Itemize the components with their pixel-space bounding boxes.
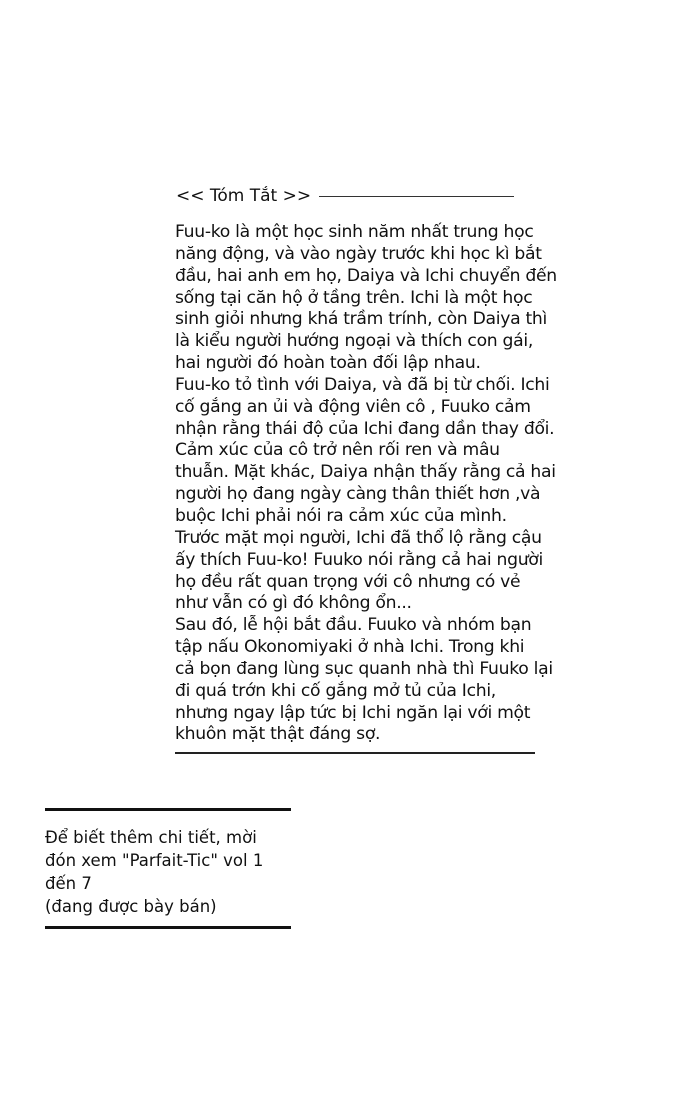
summary-line: đi quá trớn khi cố gắng mở tủ của Ichi, [175,680,496,701]
summary-text [175,222,555,746]
summary-line: sống tại căn hộ ở tầng trên. Ichi là một học [175,287,533,308]
summary-line: ấy thích Fuu-ko! Fuuko nói rằng cả hai người [175,549,543,570]
note-line: đón xem "Parfait-Tic" vol 1 [45,851,264,870]
summary-line: Fuu-ko tỏ tình với Daiya, và đã bị từ chối. Ichi [175,374,550,395]
note-bottom-rule [45,926,291,929]
summary-line: nhận rằng thái độ của Ichi đang dần thay đổi. [175,418,555,439]
summary-line: hai người đó hoàn toàn đối lập nhau. [175,353,481,374]
note-line: đến 7 [45,874,92,893]
summary-line: cả bọn đang lùng sục quanh nhà thì Fuuko lại [175,658,553,679]
summary-line: đầu, hai anh em họ, Daiya và Ichi chuyển đến [175,265,557,286]
summary-line: thuẫn. Mặt khác, Daiya nhận thấy rằng cả hai [175,462,556,483]
note-line: (đang được bày bán) [45,897,217,916]
summary-line: như vẫn có gì đó không ổn... [175,593,412,614]
summary-line: Cảm xúc của cô trở nên rối ren và mâu [175,440,500,461]
summary-line: người họ đang ngày càng thân thiết hơn ,và [175,484,541,505]
summary-line: khuôn mặt thật đáng sợ. [175,724,381,745]
note-top-rule [45,808,291,811]
summary-line: buộc Ichi phải nói ra cảm xúc của mình. [175,505,507,526]
summary-line: sinh giỏi nhưng khá trầm trính, còn Daiya thì [175,309,547,330]
summary-heading-text: << Tóm Tắt >> [176,186,312,206]
summary-heading [176,186,514,206]
summary-line: Fuu-ko là một học sinh năm nhất trung học [175,222,534,242]
summary-line: năng động, và vào ngày trước khi học kì bắt [175,243,542,264]
summary-bottom-rule [175,752,535,754]
summary-line: nhưng ngay lập tức bị Ichi ngăn lại với một [175,702,531,723]
summary-line: tập nấu Okonomiyaki ở nhà Ichi. Trong khi [175,637,525,658]
summary-line: là kiểu người hướng ngoại và thích con gái, [175,331,534,352]
summary-line: Trước mặt mọi người, Ichi đã thổ lộ rằng cậu [175,527,542,548]
heading-rule [319,196,514,197]
summary-line: Sau đó, lễ hội bắt đầu. Fuuko và nhóm bạn [175,615,532,636]
note-line: Để biết thêm chi tiết, mời [45,828,257,847]
summary-line: họ đều rất quan trọng với cô nhưng có vẻ [175,571,521,592]
note-text [45,826,263,918]
summary-line: cố gắng an ủi và động viên cô , Fuuko cảm [175,396,531,417]
